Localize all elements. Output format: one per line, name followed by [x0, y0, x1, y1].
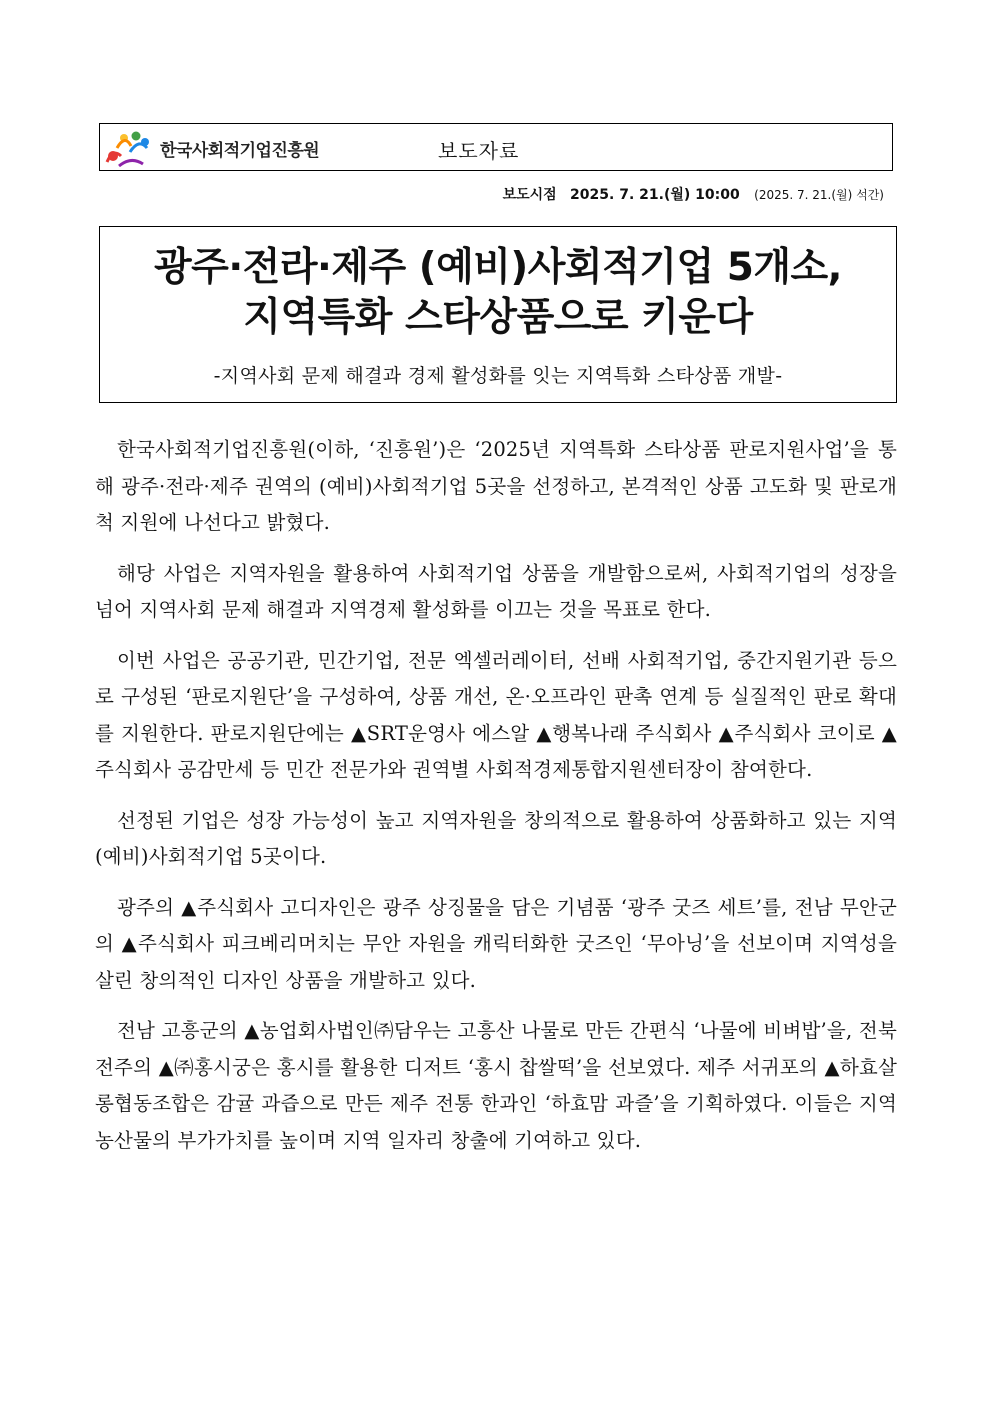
release-datetime: 2025. 7. 21.(월) 10:00 — [570, 187, 740, 203]
header-box — [99, 123, 893, 171]
release-info — [503, 184, 884, 204]
article-body — [95, 432, 897, 1173]
release-label: 보도시점 — [502, 187, 557, 203]
paragraph: 해당 사업은 지역자원을 활용하여 사회적기업 상품을 개발함으로써, 사회적기업의 성장을 넘어 지역사회 문제 해결과 지역경제 활성화를 이끄는 것을 목표로 한다. — [95, 561, 897, 621]
subtitle: -지역사회 문제 해결과 경제 활성화를 잇는 지역특화 스타상품 개발- — [213, 365, 783, 387]
headline-box — [99, 226, 897, 403]
headline-line-2: 지역특화 스타상품으로 키운다 — [243, 295, 753, 340]
paragraph: 광주의 ▲주식회사 고디자인은 광주 상징물을 담은 기념품 ‘광주 굿즈 세트’를, 전남 무안군의 ▲주식회사 피크베리머치는 무안 자원을 캐릭터화한 굿즈인 ‘무아닝’을 선보이며 지역성을 살린 창의적인 디자인 상품을 개발하고 있다. — [95, 895, 897, 992]
paragraph: 이번 사업은 공공기관, 민간기업, 전문 엑셀러레이터, 선배 사회적기업, 중간지원기관 등으로 구성된 ‘판로지원단’을 구성하여, 상품 개선, 온·오프라인 판촉 연계 등 실질적인 판로 확대를 지원한다. 판로지원단에는 ▲SRT운영사 에스알 ▲행복나래 주식회사 ▲주식회사 코이로 ▲주식회사 공감만세 등 민간 전문가와 권역별 사회적경제통합지원센터장이 참여한다. — [95, 648, 897, 781]
release-embargo: (2025. 7. 21.(월) 석간) — [754, 188, 884, 202]
organization-logo-icon — [103, 126, 155, 170]
document-type: 보도자료 — [438, 139, 520, 163]
paragraph: 한국사회적기업진흥원(이하, ‘진흥원’)은 ‘2025년 지역특화 스타상품 판로지원사업’을 통해 광주·전라·제주 권역의 (예비)사회적기업 5곳을 선정하고, 본격적인 상품 고도화 및 판로개척 지원에 나선다고 밝혔다. — [95, 438, 897, 534]
headline-line-1: 광주·전라·제주 (예비)사회적기업 5개소, — [154, 245, 842, 290]
paragraph: 선정된 기업은 성장 가능성이 높고 지역자원을 창의적으로 활용하여 상품화하고 있는 지역 (예비)사회적기업 5곳이다. — [95, 808, 897, 868]
organization-name: 한국사회적기업진흥원 — [160, 141, 320, 161]
paragraph: 전남 고흥군의 ▲농업회사법인㈜담우는 고흥산 나물로 만든 간편식 ‘나물에 비벼밥’을, 전북 전주의 ▲㈜홍시궁은 홍시를 활용한 디저트 ‘홍시 찹쌀떡’을 선보였다. 제주 서귀포의 ▲하효살롱협동조합은 감귤 과즙으로 만든 제주 전통 한과인 ‘하효맘 과즐’을 기획하였다. 이들은 지역 농산물의 부가가치를 높이며 지역 일자리 창출에 기여하고 있다. — [95, 1019, 897, 1152]
headline — [100, 243, 896, 343]
